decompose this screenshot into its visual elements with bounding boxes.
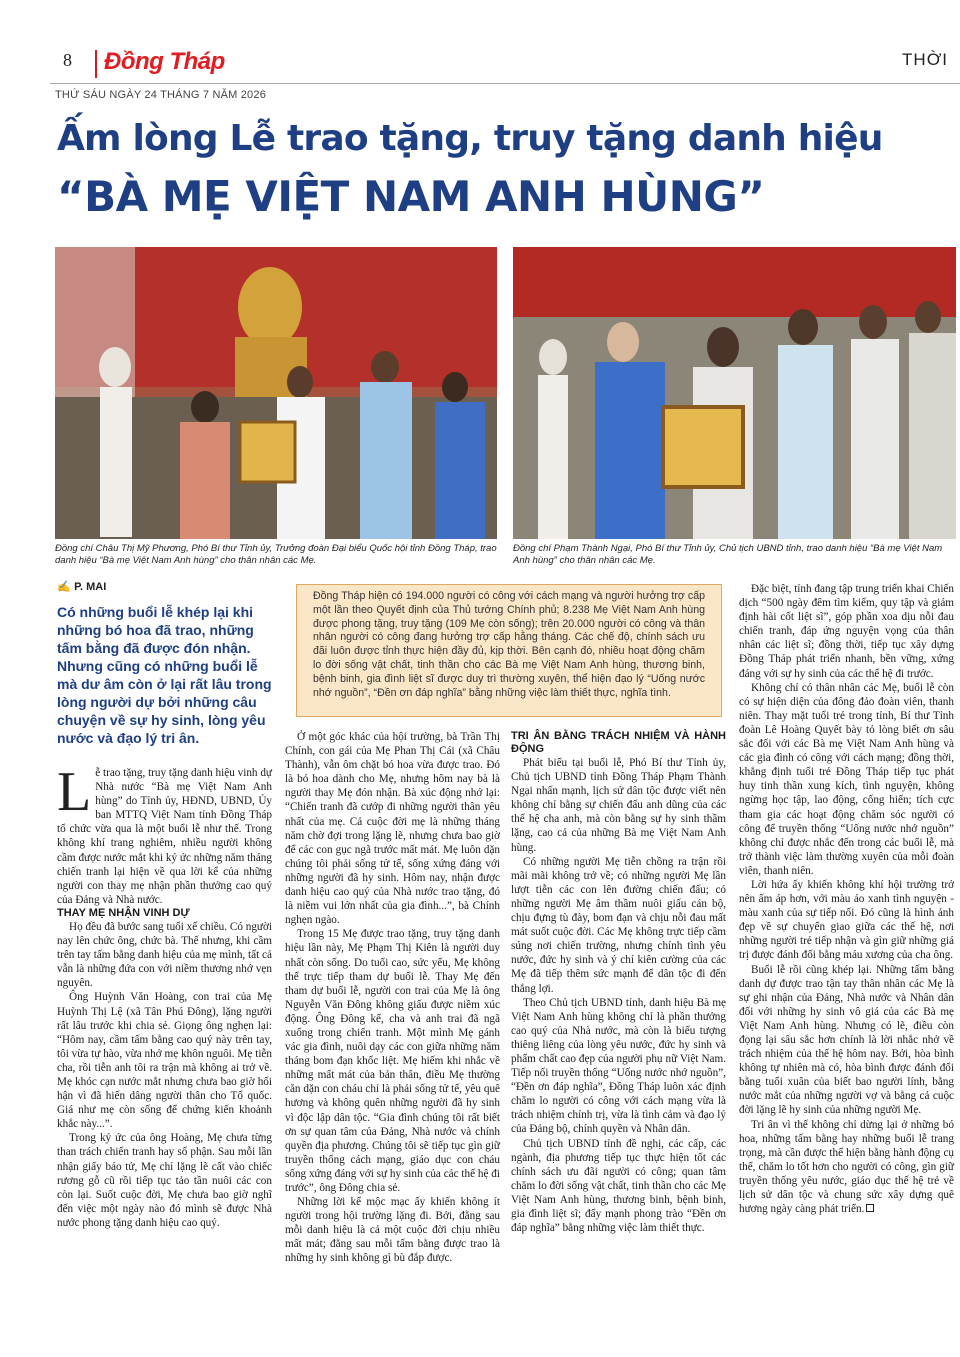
paragraph: Có những người Mẹ tiễn chồng ra trận rồi mãi mãi không trở về; có những người Mẹ lần lượt tiễn các con lên đường chiến đấu; có những người Mẹ âm thầm nuôi giấu cán bộ, chịu đựng tù đày, bom đạn và chịu nỗi đau mất mát suốt cuộc đời. Các Mẹ không trực tiếp cầm súng nơi chiến trường, nhưng chính tình yêu nước, đức hy sinh và ý chí kiên cường của các Mẹ đã tiếp thêm sức mạnh để dân tộc đi đến thắng lợi. (511, 855, 726, 995)
headline-line-2: “BÀ MẸ VIỆT NAM ANH HÙNG” (57, 172, 765, 221)
paragraph: Không chỉ có thân nhân các Mẹ, buổi lễ còn có sự hiện diện của đông đảo đoàn viên, thanh niên. Thay mặt tuổi trẻ trong tỉnh, Bí thư Tỉnh đoàn Lê Hoàng Quyết bày tỏ lòng biết ơn sâu sắc đối với các Bà mẹ Việt Nam Anh hùng và các gia đình có công với cách mạng; đồng thời, khẳng định tuổi trẻ Đồng Tháp tiếp tục phát huy tinh thần xung kích, tình nguyện, không ngừng học tập, lao động, cống hiến; tích cực tham gia các hoạt động chăm sóc người có công để truyền thống “Uống nước nhớ nguồn” không chỉ được nhắc đến trong các buổi lễ, mà trở thành việc làm thường xuyên của mỗi đoàn viên, thanh niên. (739, 681, 954, 877)
photo-ceremony-1 (55, 247, 497, 539)
header-rule (50, 83, 960, 84)
page-number: 8 (63, 50, 72, 70)
paragraph (739, 1118, 954, 1217)
end-mark-icon (866, 1204, 874, 1212)
photo-ceremony-2 (513, 247, 956, 539)
paragraph: Chủ tịch UBND tỉnh đề nghị, các cấp, các ngành, địa phương tiếp tục thực hiện tốt các chính sách ưu đãi người có công; quan tâm chăm lo đời sống vật chất, tinh thần cho các Mẹ Việt Nam Anh hùng, thương binh, bệnh binh, gia đình liệt sĩ; đẩy mạnh phong trào “Đền ơn đáp nghĩa” bằng những việc làm thiết thực. (511, 1137, 726, 1235)
headline-line-1: Ấm lòng Lễ trao tặng, truy tặng danh hiệu (57, 118, 883, 159)
brand-divider (95, 50, 97, 78)
subheading: TRI ÂN BẰNG TRÁCH NHIỆM VÀ HÀNH ĐỘNG (511, 730, 726, 755)
paragraph: Đặc biệt, tỉnh đang tập trung triển khai Chiến dịch “500 ngày đêm tìm kiếm, quy tập và giám định hài cốt liệt sĩ”, góp phần xoa dịu nỗi đau chiến tranh, đáp ứng nguyện vọng của thân nhân các liệt sĩ; đồng thời, tiếp tục xây dựng Đồng Tháp phát triển nhanh, bền vững, xứng đáng với sự hy sinh của các thế hệ đi trước. (739, 583, 954, 680)
page-header (0, 0, 960, 110)
paragraph: Phát biểu tại buổi lễ, Phó Bí thư Tỉnh ủy, Chủ tịch UBND tỉnh Đồng Tháp Phạm Thành Ngại nhấn mạnh, lịch sử dân tộc được viết nên không chỉ bằng sự chiến đấu anh dũng của các thế hệ cha anh, mà còn bằng sự hy sinh thầm lặng, cao cả của những Bà mẹ Việt Nam Anh hùng. (511, 757, 726, 854)
paragraph: Theo Chủ tịch UBND tỉnh, danh hiệu Bà mẹ Việt Nam Anh hùng không chỉ là phần thưởng cao quý của Nhà nước, mà còn là biểu tượng thiêng liêng của lòng yêu nước, đức hy sinh và phẩm chất cao đẹp của người phụ nữ Việt Nam. Tiếp nối truyền thống “Uống nước nhớ nguồn”, “Đền ơn đáp nghĩa”, Đồng Tháp luôn xác định chăm lo người có công với cách mạng vừa là trách nhiệm chính trị, vừa là tình cảm và đạo lý của Đảng bộ, chính quyền và Nhân dân. (511, 996, 726, 1136)
photo-caption-1: Đồng chí Châu Thị Mỹ Phương, Phó Bí thư Tỉnh ủy, Trưởng đoàn Đại biểu Quốc hội tỉnh Đồng Tháp, trao danh hiệu “Bà mẹ Việt Nam Anh hùng” cho thân nhân các Mẹ. (55, 543, 497, 566)
paragraph: Lời hứa ấy khiến không khí hội trường trở nên ấm áp hơn, với màu áo xanh tình nguyện - màu xanh của sự tiếp nối. Đó cũng là hình ảnh đẹp về sự chuyển giao giữa các thế hệ, nơi những người trẻ tiếp nhận và gìn giữ những giá trị được đánh đổi bằng máu xương của cha ông. (739, 878, 954, 962)
paragraph: Ông Huỳnh Văn Hoàng, con trai của Mẹ Huỳnh Thị Lệ (xã Tân Phú Đông), lặng người rất lâu trước khi chia sẻ. Giọng ông nghẹn lại: “Hôm nay, cầm tấm bằng cao quý này trên tay, tôi vừa tự hào, vừa nhớ mẹ khôn nguôi. Mẹ tiễn cha, rồi tiễn anh tôi ra trận mà không ai trở về. Mẹ khóc cạn nước mắt nhưng chưa bao giờ hối hận vì đã hiến dâng người thân cho Tổ quốc. Giá như mẹ còn sống để chứng kiến khoảnh khắc này...”. (57, 991, 272, 1131)
article-lead: Có những buổi lễ khép lại khi những bó hoa đã trao, những tấm bằng đã được đón nhận. Nhưng cũng có những buổi lễ mà dư âm còn ở lại rất lâu trong lòng người dự bởi những câu chuyện về sự hy sinh, lòng yêu nước và đạo lý tri ân. (57, 604, 272, 746)
article-column-3 (511, 730, 726, 1235)
issue-date: THỨ SÁU NGÀY 24 THÁNG 7 NĂM 2026 (55, 89, 267, 101)
paragraph: Trong 15 Mẹ được trao tặng, truy tặng danh hiệu lần này, Mẹ Phạm Thị Kiên là người duy nhất còn sống. Do tuổi cao, sức yếu, Mẹ không thể trực tiếp tham dự buổi lễ. Thay Mẹ đến tham dự buổi lễ, người con trai của Mẹ là ông Nguyễn Văn Đông không giấu được niềm xúc động. Ông Đông kể, cha và anh trai đã ngã xuống trong chiến tranh. Một mình Mẹ gánh vác gia đình, nuôi dạy các con giữa những năm tháng bom đạn khốc liệt. Mẹ hiếm khi nhắc về những mất mát của bản thân, điều Mẹ thường căn dặn con cháu chỉ là phải sống tử tế, yêu quê hương và không quên những người đã hy sinh vì độc lập dân tộc. “Gia đình chúng tôi rất biết ơn sự quan tâm của Đảng, Nhà nước và chính quyền địa phương. Chúng tôi sẽ tiếp tục gìn giữ truyền thống cách mạng, giáo dục con cháu sống xứng đáng với sự hy sinh của các thế hệ đi trước”, ông Đông chia sẻ. (285, 928, 500, 1194)
author-name: P. MAI (74, 581, 107, 593)
paragraph: Họ đều đã bước sang tuổi xế chiều. Có người nay lên chức ông, chức bà. Thế nhưng, khi cầm trên tay tấm bằng danh hiệu của mẹ mình, tất cả vẫn là những đứa con với niềm thương nhớ vẹn nguyên. (57, 920, 272, 990)
article-column-1 (57, 761, 272, 1230)
paragraph: Những lời kể mộc mạc ấy khiến không ít người trong hội trường lặng đi. Bởi, đằng sau mỗi danh hiệu là cả một cuộc đời chịu nhiều mất mát; đằng sau mỗi tấm bằng được trao là những hy sinh không gì bù đắp được. (285, 1196, 500, 1265)
paragraph-text: ễ trao tặng, truy tặng danh hiệu vinh dự Nhà nước “Bà mẹ Việt Nam Anh hùng” do Tỉnh ủy, HĐND, UBND, Ủy ban MTTQ Việt Nam tỉnh Đồng Tháp tổ chức vừa qua là một buổi lễ như thế. Trong không khí trang nghiêm, nhiều người không cầm được nước mắt khi ký ức những năm tháng chiến tranh lại hiện về qua lời kể của những người con thay mẹ nhận phần thưởng cao quý của Đảng và Nhà nước. (57, 767, 272, 906)
byline (57, 580, 106, 593)
newspaper-logo: Đồng Tháp (104, 48, 225, 75)
subheading: THAY MẸ NHẬN VINH DỰ (57, 906, 190, 919)
photo-caption-2: Đồng chí Phạm Thành Ngại, Phó Bí thư Tỉnh ủy, Chủ tịch UBND tỉnh, trao danh hiệu “Bà mẹ Việt Nam Anh hùng” cho thân nhân các Mẹ. (513, 543, 943, 566)
pen-icon: ✍ (57, 581, 71, 593)
photo-ceremony-2-illustration (513, 247, 956, 539)
photo-ceremony-1-illustration (55, 247, 497, 539)
drop-cap: L (57, 761, 92, 823)
paragraph: Ở một góc khác của hội trường, bà Trần Thị Chính, con gái của Mẹ Phan Thị Cái (xã Châu Thành), vẫn ôm chặt bó hoa vừa được trao. Đó là bó hoa dành cho Mẹ, nhưng hôm nay bà là người thay Mẹ đón nhận. Bà xúc động nhớ lại: “Chiến tranh đã cướp đi những người thân yêu nhất của mẹ. Cả cuộc đời mẹ là những tháng năm chờ đợi trong lặng lẽ, nhưng chưa bao giờ để các con gục ngã trước mất mát. Mẹ luôn dặn chúng tôi phải sống tử tế, sống xứng đáng với những người đã hy sinh. Hôm nay, nhận được danh hiệu cao quý của Nhà nước trao tặng, đó là niềm vui lớn nhất của gia đình...”, bà Chính nghẹn ngào. (285, 731, 500, 927)
paragraph (57, 761, 272, 907)
paragraph-text: Tri ân vì thế không chỉ dừng lại ở những bó hoa, những tấm bằng hay những buổi lễ trang trọng, mà cần được thể hiện bằng hành động cụ thể, chăm lo tốt hơn cho người có công, gìn giữ truyền thống yêu nước, giáo dục thế hệ trẻ về lịch sử dân tộc và chung sức xây dựng quê hương ngày càng phát triển. (739, 1118, 954, 1216)
section-label: THỜI (902, 50, 948, 69)
info-box: Đồng Tháp hiện có 194.000 người có công với cách mạng và người hưởng trợ cấp một lần theo Quyết định của Thủ tướng Chính phủ; 8.238 Mẹ Việt Nam Anh hùng được phong tặng, truy tặng (109 Mẹ còn sống); trên 20.000 người có công và thân nhân người có công đang hưởng trợ cấp hằng tháng. Các chế độ, chính sách ưu đãi luôn được tỉnh thực hiện đầy đủ, kịp thời. Bên cạnh đó, nhiều hoạt động chăm lo đời sống vật chất, tinh thần cho các Bà mẹ Việt Nam Anh hùng, thương binh, bệnh binh, gia đình liệt sĩ được duy trì thường xuyên, thể hiện đạo lý “Uống nước nhớ nguồn”, “Đền ơn đáp nghĩa” bằng những việc làm thiết thực, nghĩa tình. (296, 584, 722, 717)
paragraph: Trong ký ức của ông Hoàng, Mẹ chưa từng than trách chiến tranh hay số phận. Sau mỗi lần nhận giấy báo tử, Mẹ chỉ lặng lẽ cất vào chiếc rương gỗ cũ rồi tiếp tục tảo tần nuôi các con còn lại. Suốt cuộc đời, Mẹ chưa bao giờ nghĩ đến việc một ngày nào đó mình sẽ được Nhà nước phong tặng danh hiệu cao quý. (57, 1132, 272, 1229)
article-column-2 (285, 730, 500, 1266)
paragraph: Buổi lễ rồi cũng khép lại. Những tấm bằng danh dự được trao tận tay thân nhân các Mẹ là sự ghi nhận của Đảng, Nhà nước và Nhân dân đối với những hy sinh vô giá của các Bà mẹ Việt Nam Anh hùng. Nhưng có lẽ, điều còn đọng lại sâu sắc hơn chính là lời nhắc nhở về trách nhiệm của thế hệ hôm nay. Bởi, hòa bình không tự nhiên mà có, hòa bình được đánh đổi bằng tuổi xuân của biết bao người lính, bằng nước mắt của những người vợ và bằng cả cuộc đời lặng lẽ hy sinh của những người Mẹ. (739, 963, 954, 1117)
article-column-4 (739, 582, 954, 1216)
